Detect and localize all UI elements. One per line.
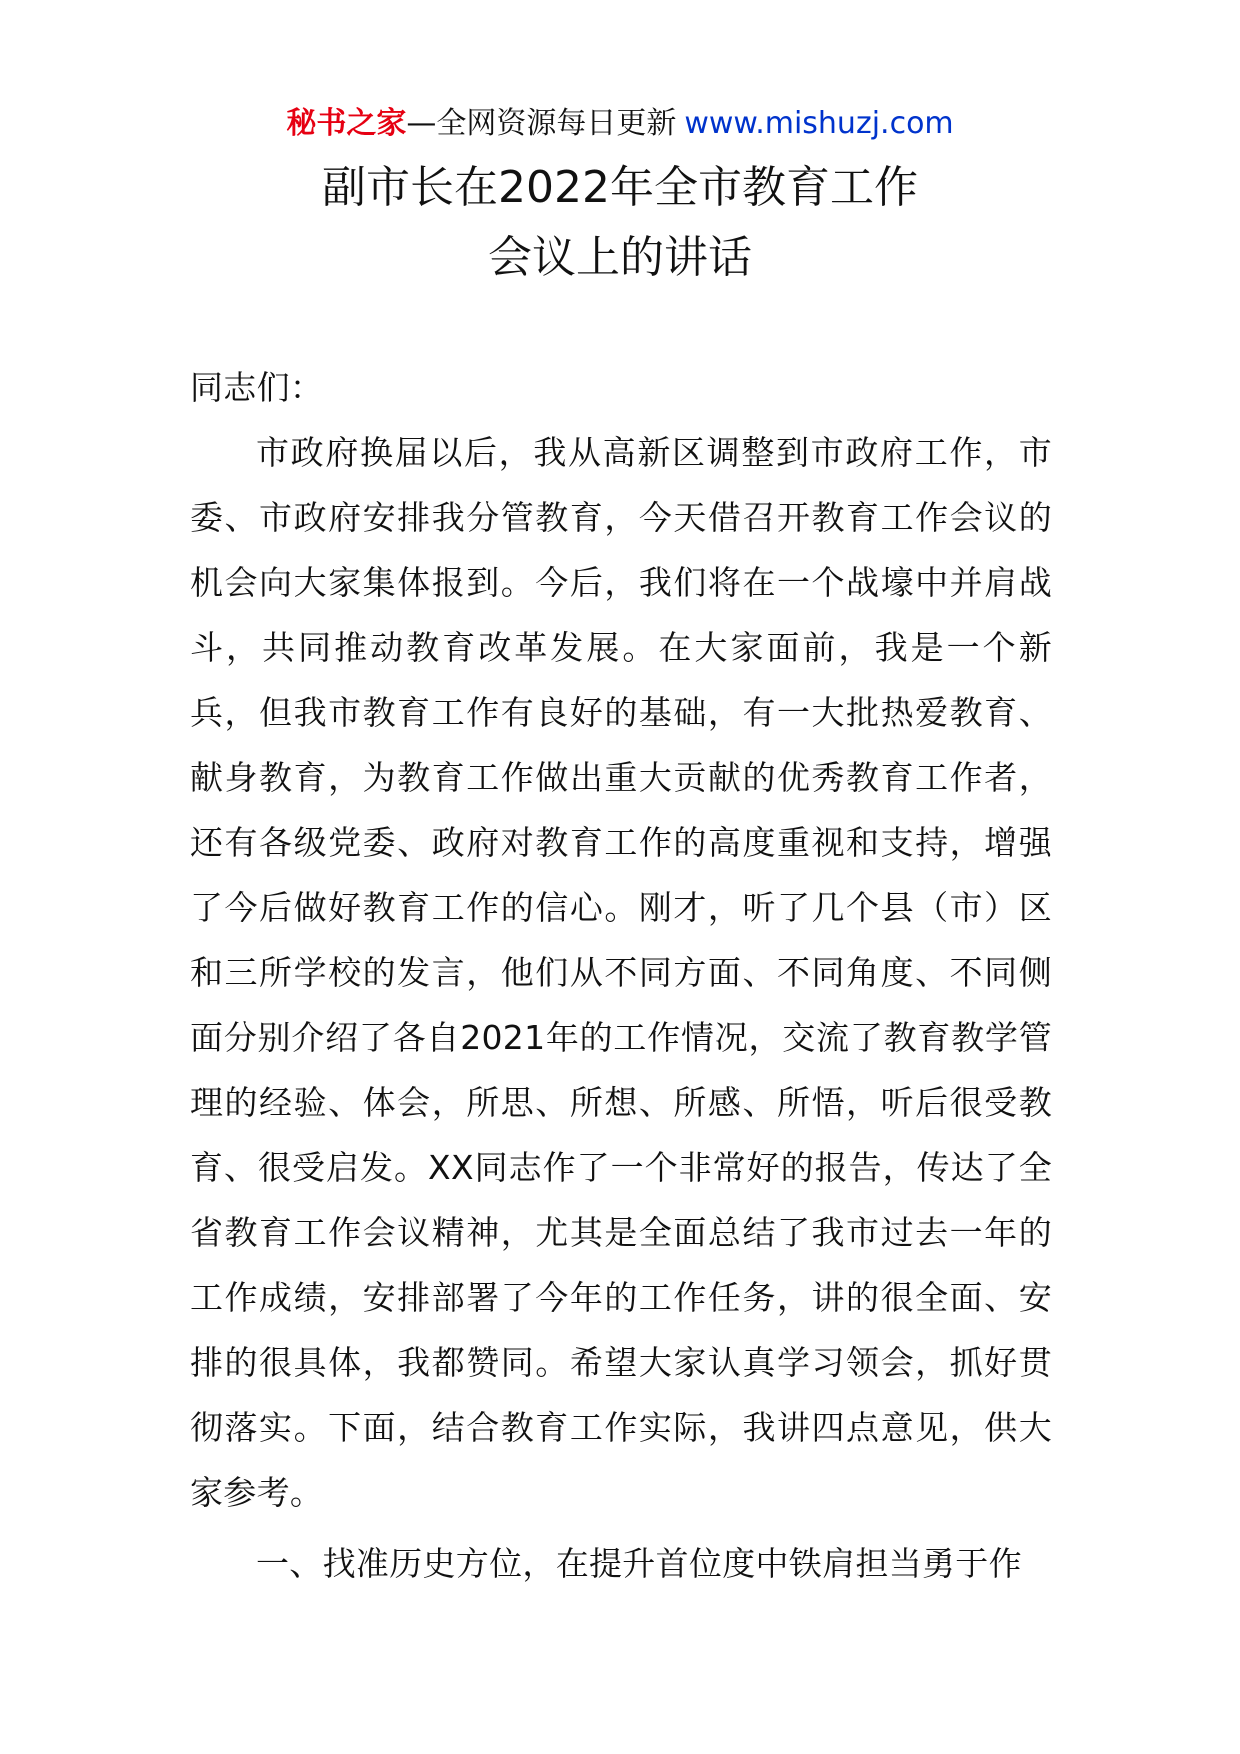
body-paragraph: 市政府换届以后，我从高新区调整到市政府工作，市委、市政府安排我分管教育，今天借召开教育工作会议的机会向大家集体报到。今后，我们将在一个战壕中并肩战斗，共同推动教育改革发展。在大家面前，我是一个新兵，但我市教育工作有良好的基础，有一大批热爱教育、献身教育，为教育工作做出重大贡献的优秀教育工作者，还有各级党委、政府对教育工作的高度重视和支持，增强了今后做好教育工作的信心。刚才，听了几个县（市）区和三所学校的发言，他们从不同方面、不同角度、不同侧面分别介绍了各自2021年的工作情况，交流了教育教学管理的经验、体会，所思、所想、所感、所悟，听后很受教育、很受启发。XX同志作了一个非常好的报告，传达了全省教育工作会议精神，尤其是全面总结了我市过去一年的工作成绩，安排部署了今年的工作任务，讲的很全面、安排的很具体，我都赞同。希望大家认真学习领会，抓好贯彻落实。下面，结合教育工作实际，我讲四点意见，供大家参考。 <box>190 433 1052 1512</box>
document-title-line-1: 副市长在2022年全市教育工作 <box>322 162 918 213</box>
site-tagline: —全网资源每日更新 <box>406 106 677 141</box>
section-heading: 一、找准历史方位，在提升首位度中铁肩担当勇于作 <box>256 1544 1022 1583</box>
document-body <box>190 355 1052 1596</box>
site-header <box>0 100 1240 148</box>
site-brand: 秘书之家 <box>286 106 407 141</box>
document-title-line-2: 会议上的讲话 <box>488 232 752 283</box>
site-url-link[interactable]: www.mishuzj.com <box>684 106 954 141</box>
salutation: 同志们： <box>190 368 324 407</box>
